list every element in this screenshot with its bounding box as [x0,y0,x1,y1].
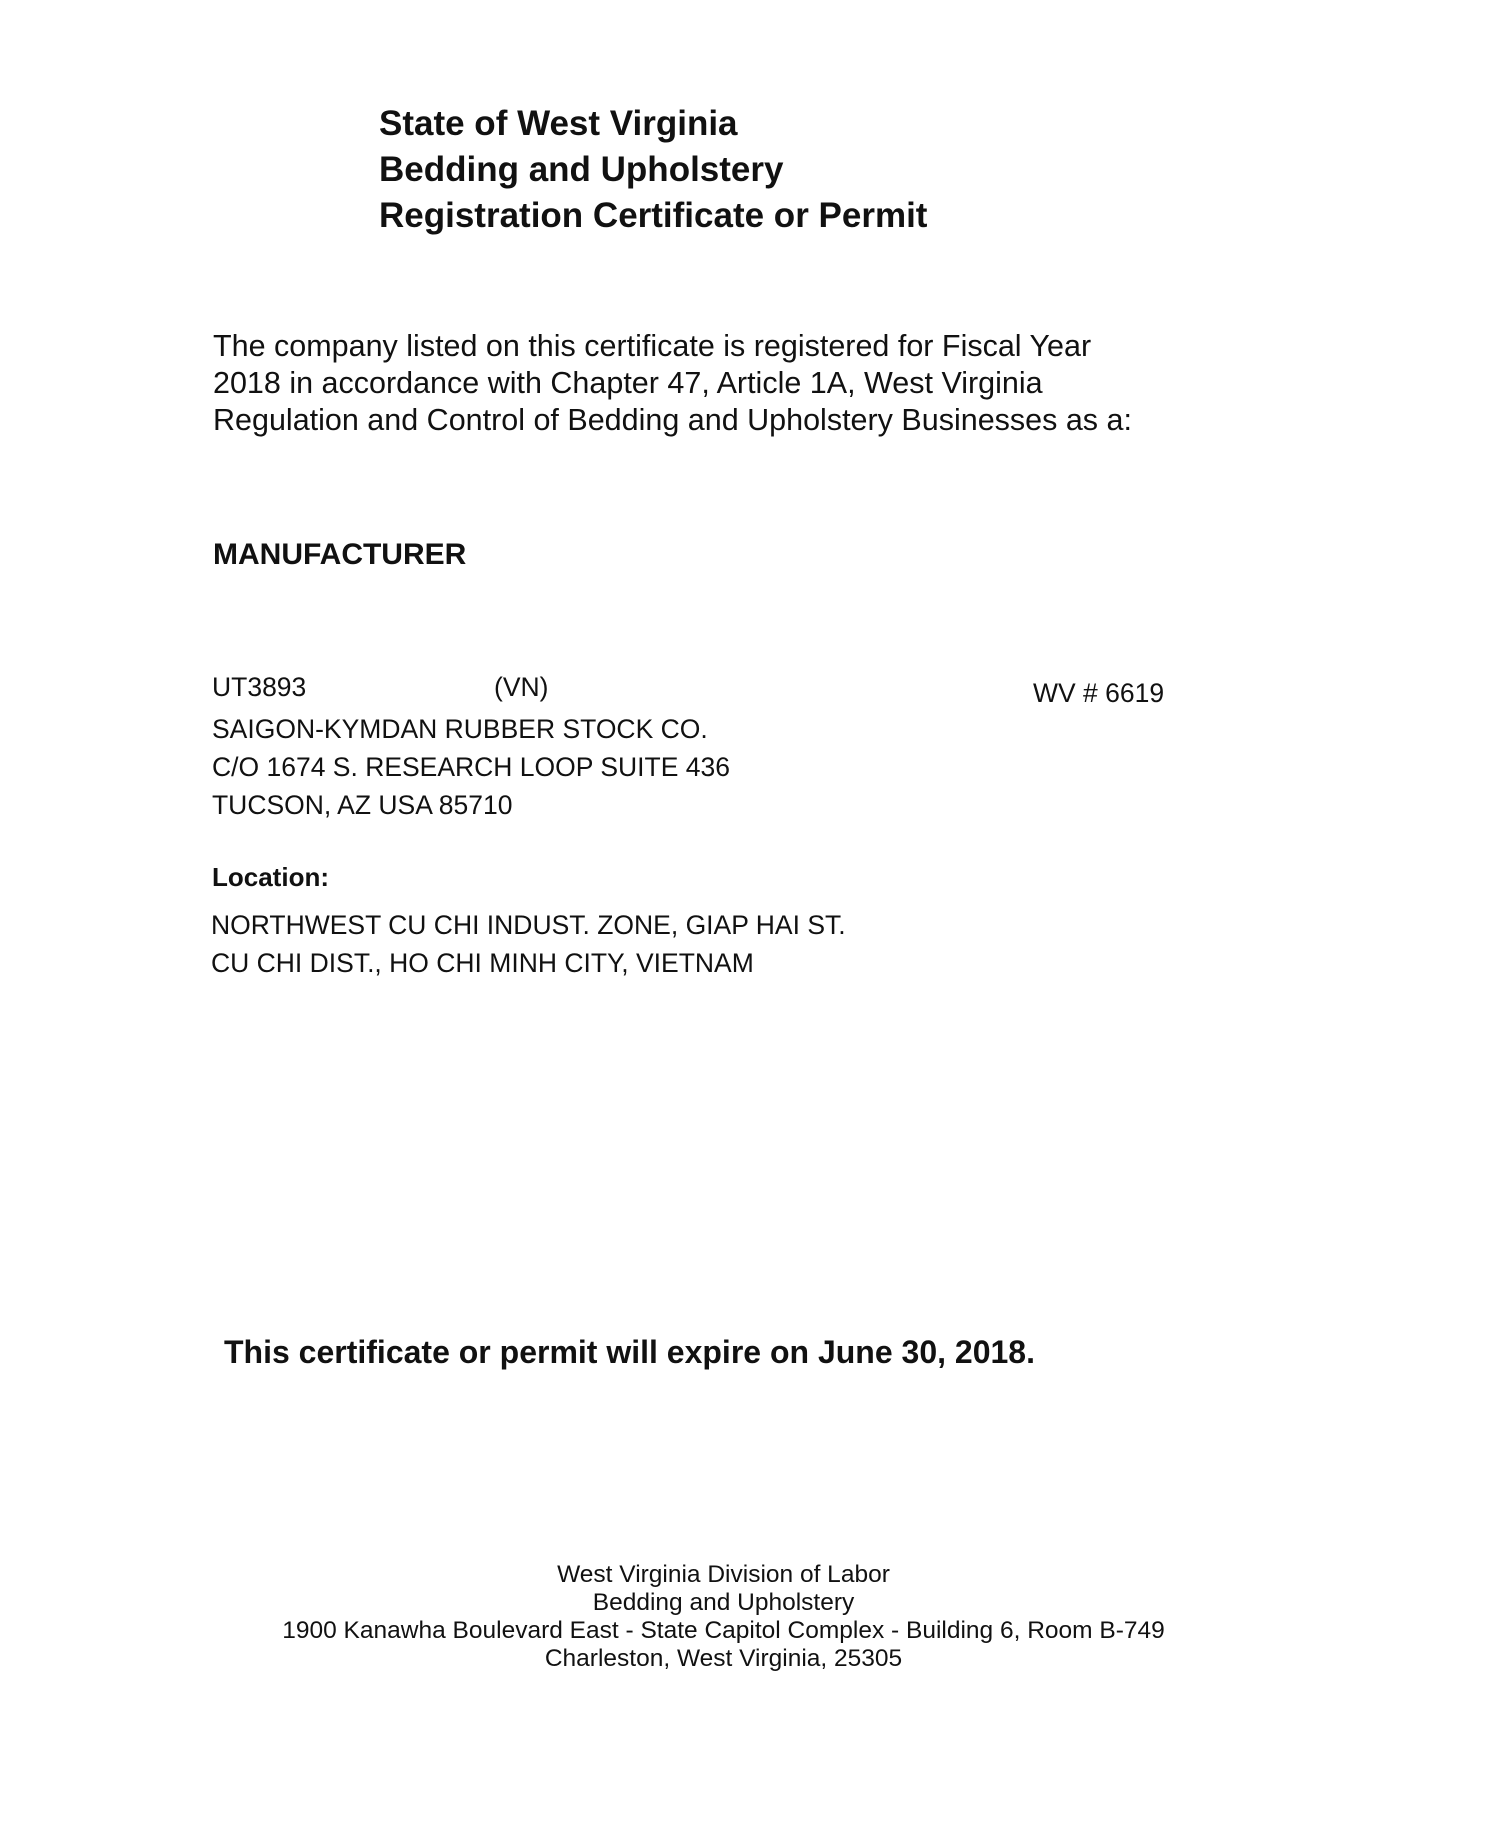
certificate-title-line-2: Bedding and Upholstery [379,150,784,189]
location-line-1: NORTHWEST CU CHI INDUST. ZONE, GIAP HAI ST. [211,910,846,940]
registration-classification: MANUFACTURER [213,538,467,571]
mailing-address-line-2: TUCSON, AZ USA 85710 [212,790,513,820]
wv-number: WV # 6619 [1033,678,1165,708]
company-name: SAIGON-KYMDAN RUBBER STOCK CO. [212,714,708,744]
intro-line-3: Regulation and Control of Bedding and Upholstery Businesses as a: [213,403,1132,437]
footer-city-address: Charleston, West Virginia, 25305 [544,1645,903,1672]
footer-street-address: 1900 Kanawha Boulevard East - State Capitol Complex - Building 6, Room B-749 [282,1617,1165,1644]
footer-agency-name: West Virginia Division of Labor [557,1561,890,1588]
intro-line-2: 2018 in accordance with Chapter 47, Article 1A, West Virginia [213,366,1043,400]
location-line-2: CU CHI DIST., HO CHI MINH CITY, VIETNAM [211,948,754,978]
country-code: (VN) [494,672,549,702]
certificate-title-line-3: Registration Certificate or Permit [379,196,928,235]
intro-line-1: The company listed on this certificate is registered for Fiscal Year [213,329,1092,363]
certificate-title-line-1: State of West Virginia [379,104,738,143]
expiry-notice: This certificate or permit will expire on June 30, 2018. [224,1334,1035,1370]
mailing-address-line-1: C/O 1674 S. RESEARCH LOOP SUITE 436 [212,752,730,782]
location-label: Location: [212,862,329,892]
footer-department: Bedding and Upholstery [592,1589,855,1616]
registration-code: UT3893 [212,672,307,702]
